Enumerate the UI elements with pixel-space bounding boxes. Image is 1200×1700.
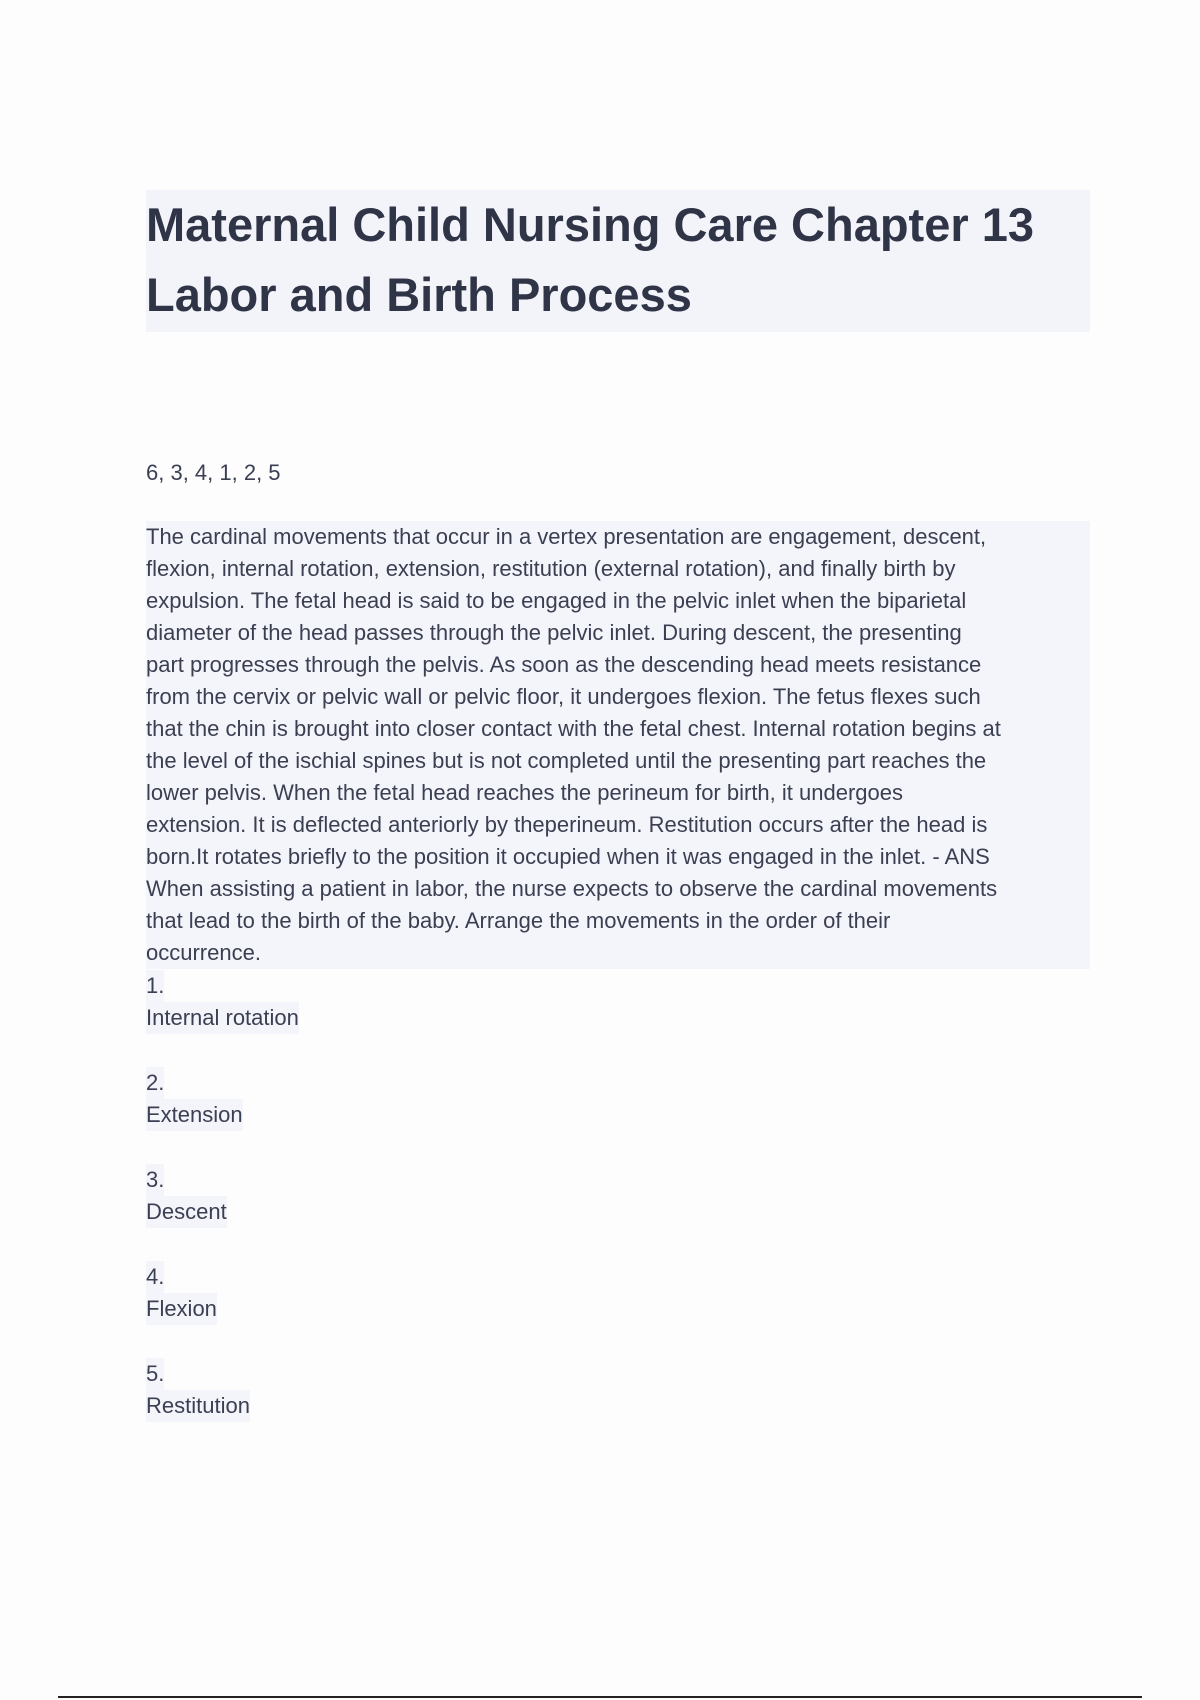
list-item	[146, 1358, 299, 1455]
option-label: Internal rotation	[146, 1002, 299, 1034]
page-title	[146, 190, 1090, 332]
option-number: 3.	[146, 1164, 164, 1196]
option-label: Flexion	[146, 1293, 217, 1325]
option-number: 2.	[146, 1067, 164, 1099]
list-item	[146, 1261, 299, 1358]
list-item	[146, 970, 299, 1067]
question-line: When assisting a patient in labor, the nurse expects to observe the cardinal movements	[146, 873, 1090, 905]
page-divider	[58, 1696, 1142, 1698]
title-line-2: Labor and Birth Process	[146, 268, 692, 321]
rationale-line: the level of the ischial spines but is not completed until the presenting part reaches the	[146, 745, 1090, 777]
rationale-line: that the chin is brought into closer contact with the fetal chest. Internal rotation begins at	[146, 713, 1090, 745]
option-number: 1.	[146, 970, 164, 1002]
list-item	[146, 1164, 299, 1261]
rationale-line: lower pelvis. When the fetal head reaches the perineum for birth, it undergoes	[146, 777, 1090, 809]
option-label: Extension	[146, 1099, 243, 1131]
option-label: Descent	[146, 1196, 227, 1228]
option-number: 4.	[146, 1261, 164, 1293]
question-line: that lead to the birth of the baby. Arrange the movements in the order of their	[146, 905, 1090, 937]
rationale-line: The cardinal movements that occur in a vertex presentation are engagement, descent,	[146, 521, 1090, 553]
title-line-1: Maternal Child Nursing Care Chapter 13	[146, 198, 1034, 251]
rationale-and-question	[146, 521, 1090, 969]
answer-order: 6, 3, 4, 1, 2, 5	[146, 460, 281, 485]
question-line: occurrence.	[146, 937, 1090, 969]
option-number: 5.	[146, 1358, 164, 1390]
rationale-line: from the cervix or pelvic wall or pelvic floor, it undergoes flexion. The fetus flexes such	[146, 681, 1090, 713]
rationale-line: part progresses through the pelvis. As soon as the descending head meets resistance	[146, 649, 1090, 681]
rationale-line: diameter of the head passes through the pelvic inlet. During descent, the presenting	[146, 617, 1090, 649]
option-label: Restitution	[146, 1390, 250, 1422]
list-item	[146, 1067, 299, 1164]
rationale-line: expulsion. The fetal head is said to be engaged in the pelvic inlet when the biparietal	[146, 585, 1090, 617]
option-list	[146, 970, 299, 1455]
rationale-line: flexion, internal rotation, extension, restitution (external rotation), and finally birth by	[146, 553, 1090, 585]
rationale-line: born.It rotates briefly to the position it occupied when it was engaged in the inlet. - ANS	[146, 841, 1090, 873]
rationale-line: extension. It is deflected anteriorly by theperineum. Restitution occurs after the head is	[146, 809, 1090, 841]
